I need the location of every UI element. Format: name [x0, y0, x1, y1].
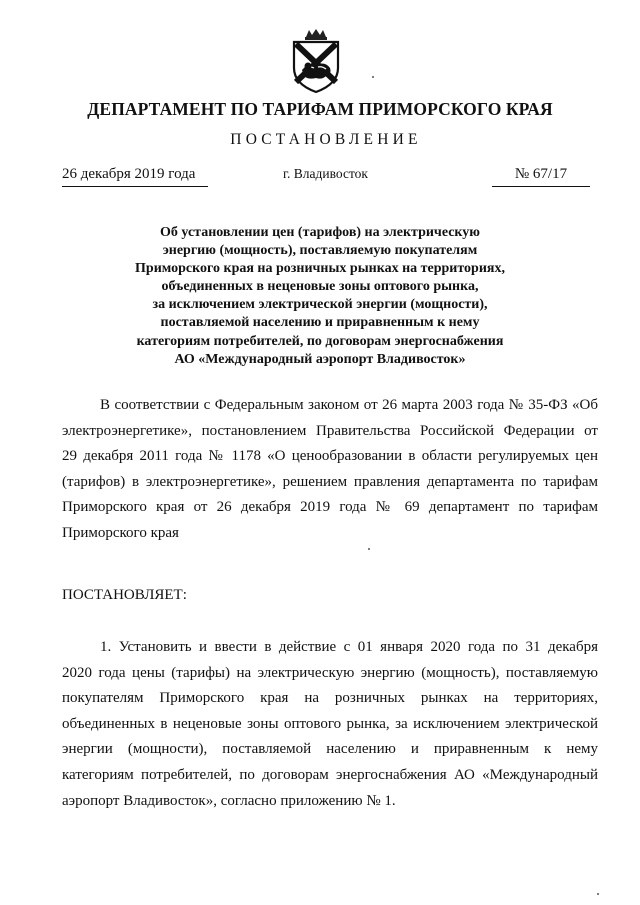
- subject-line: энергию (мощность), поставляемую покупателям: [162, 243, 478, 259]
- subject-line: категориям потребителей, по договорам энергоснабжения: [136, 333, 504, 349]
- clause-line: аэропорт Владивосток», согласно приложению № 1.: [62, 792, 396, 809]
- document-date: 26 декабря 2019 года: [62, 166, 208, 187]
- preamble-line: Приморского края: [62, 524, 179, 541]
- decree-word: ПОСТАНОВЛЯЕТ:: [62, 587, 187, 603]
- clause-line: 1. Установить и ввести в действие с 01 января 2020 года по 31 декабря: [100, 639, 598, 655]
- subject-line: Приморского края на розничных рынках на территориях,: [135, 261, 505, 277]
- clause-line: 2020 года цены (тарифы) на электрическую энергию (мощность), поставляемую: [62, 664, 598, 681]
- subject-line: поставляемой населению и приравненным к нему: [160, 315, 480, 331]
- subject-line: АО «Международный аэропорт Владивосток»: [174, 351, 466, 367]
- scan-speck: [368, 548, 370, 550]
- preamble-line: (тарифов) в электроэнергетике», решением правления департамента по тарифам: [62, 473, 598, 490]
- clause-1-paragraph: [62, 635, 598, 814]
- preamble-line: электроэнергетике», постановлением Правительства Российской Федерации от: [62, 422, 598, 439]
- clause-line: покупателям Приморского края на розничных рынках на территориях,: [62, 690, 598, 707]
- department-title: ДЕПАРТАМЕНТ ПО ТАРИФАМ ПРИМОРСКОГО КРАЯ: [87, 99, 553, 119]
- document-type: ПОСТАНОВЛЕНИЕ: [230, 131, 422, 148]
- clause-line: объединенных в неценовые зоны оптового рынка, за исключением электрической: [62, 715, 598, 732]
- preamble-line: 29 декабря 2011 года № 1178 «О ценообразовании в области регулируемых цен: [62, 448, 598, 465]
- document-number: № 67/17: [492, 166, 590, 187]
- clause-line: энергии (мощности), поставляемой населению и приравненным к нему: [62, 741, 598, 758]
- scan-speck: [372, 76, 374, 78]
- preamble-line: Приморского края от 26 декабря 2019 года № 69 департамент по тарифам: [62, 499, 598, 516]
- subject-line: объединенных в неценовые зоны оптового рынка,: [161, 279, 479, 295]
- document-city: г. Владивосток: [283, 166, 368, 181]
- subject-line: за исключением электрической энергии (мощности),: [152, 297, 488, 313]
- preamble-paragraph: [62, 393, 598, 547]
- scan-speck: [597, 893, 599, 895]
- preamble-line: В соответствии с Федеральным законом от 26 марта 2003 года № 35-ФЗ «Об: [100, 397, 598, 413]
- subject-line: Об установлении цен (тарифов) на электрическую: [159, 225, 480, 240]
- clause-line: категориям потребителей, по договорам энергоснабжения АО «Международный: [62, 766, 598, 783]
- document-subject: [100, 224, 540, 369]
- primorsky-krai-coat-of-arms-icon: [288, 28, 344, 94]
